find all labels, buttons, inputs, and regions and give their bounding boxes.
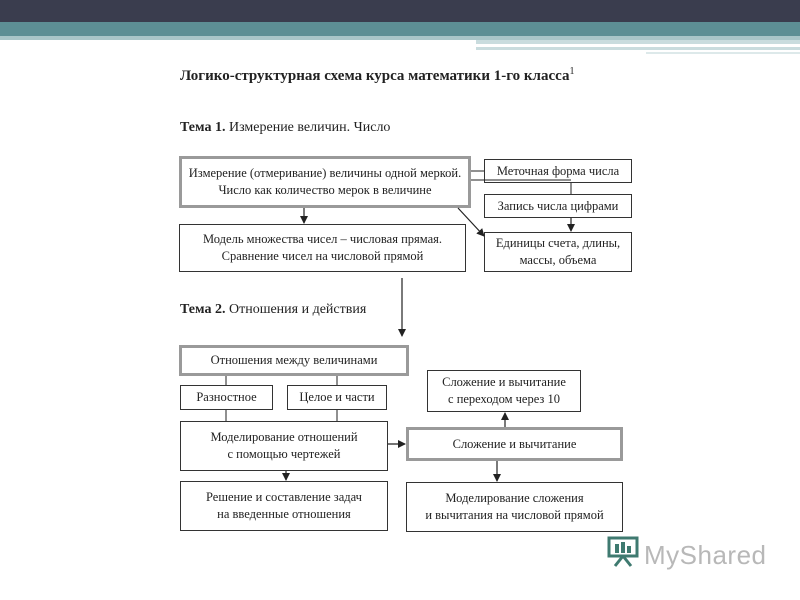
watermark-logo xyxy=(606,536,767,575)
theme2-prefix: Тема 2. xyxy=(180,302,226,317)
box-add-sub: Сложение и вычитание xyxy=(406,427,623,461)
box-tally-form: Меточная форма числа xyxy=(484,159,632,183)
box-relations: Отношения между величинами xyxy=(179,345,409,376)
arrow-measurement-units xyxy=(458,208,484,236)
diagram-title-text: Логико-структурная схема курса математики 1-го класса xyxy=(180,68,570,84)
box-measurement: Измерение (отмеривание) величины одной меркой. Число как количество мерок в величине xyxy=(179,156,471,208)
theme1-prefix: Тема 1. xyxy=(180,120,226,135)
theme2-name: Отношения и действия xyxy=(228,302,367,317)
box-difference: Разностное xyxy=(180,385,273,410)
box-add-sub-through-10: Сложение и вычитание с переходом через 10 xyxy=(427,370,581,412)
theme1-name: Измерение величин. Число xyxy=(228,120,391,135)
box-number-line: Модель множества чисел – числовая прямая. Сравнение чисел на числовой прямой xyxy=(179,224,466,272)
presentation-board-icon xyxy=(606,536,640,575)
watermark-logo-text: MyShared xyxy=(644,540,767,570)
box-modeling-relations: Моделирование отношений с помощью чертежей xyxy=(180,421,388,471)
box-digits: Запись числа цифрами xyxy=(484,194,632,218)
box-whole-parts: Целое и части xyxy=(287,385,387,410)
box-solving-tasks: Решение и составление задач на введенные отношения xyxy=(180,481,388,531)
box-modeling-add-sub: Моделирование сложения и вычитания на числовой прямой xyxy=(406,482,623,532)
box-units: Единицы счета, длины, массы, объема xyxy=(484,232,632,272)
title-footnote: 1 xyxy=(569,66,575,77)
